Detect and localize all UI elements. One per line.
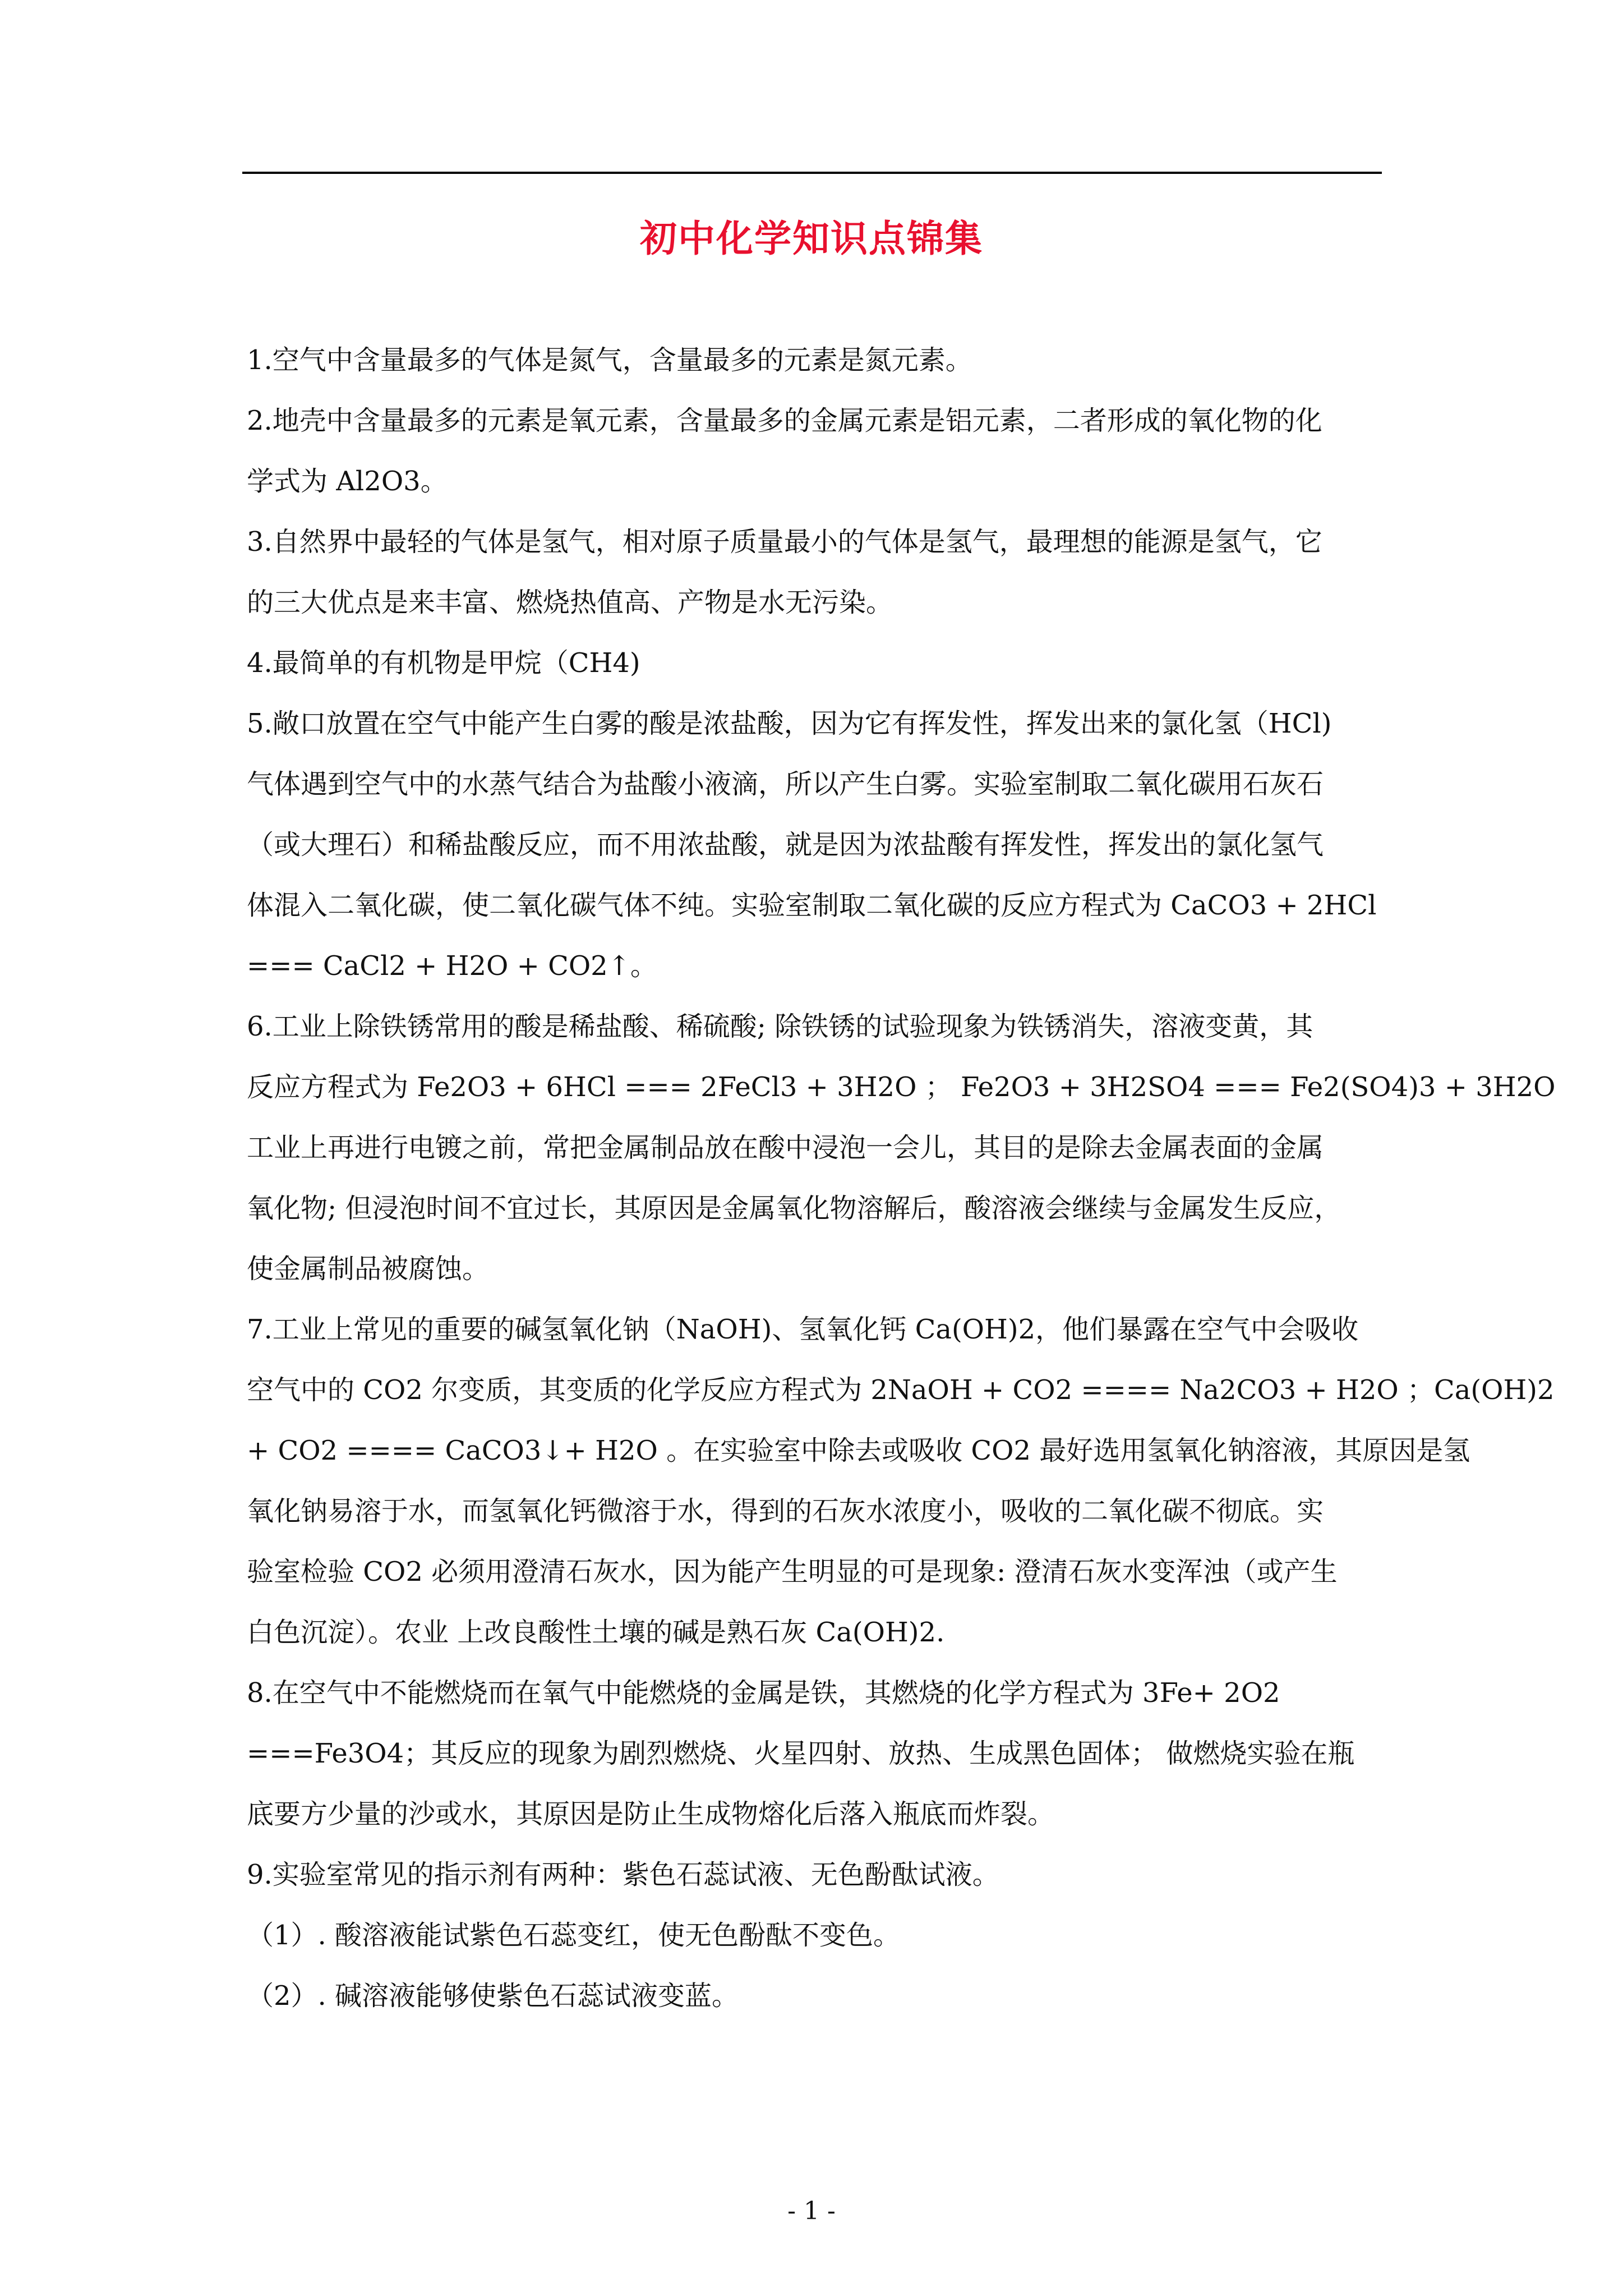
text-line: 工业上再进行电镀之前，常把金属制品放在酸中浸泡一会儿，其目的是除去金属表面的金属 — [247, 1132, 1324, 1163]
text-line: 氧化钠易溶于水，而氢氧化钙微溶于水，得到的石灰水浓度小，吸收的二氧化碳不彻底。实 — [247, 1496, 1324, 1527]
text-line: 5.敞口放置在空气中能产生白雾的酸是浓盐酸，因为它有挥发性，挥发出来的氯化氢（HCl) — [247, 708, 1332, 739]
text-line: 2.地壳中含量最多的元素是氧元素，含量最多的金属元素是铝元素，二者形成的氧化物的化 — [247, 405, 1322, 436]
text-line: === CaCl2 + H2O + CO2↑。 — [247, 950, 657, 982]
text-line: 8.在空气中不能燃烧而在氧气中能燃烧的金属是铁，其燃烧的化学方程式为 3Fe+ 2O2 — [247, 1677, 1280, 1709]
text-line: （2）. 碱溶液能够使紫色石蕊试液变蓝。 — [247, 1980, 739, 2012]
text-line: （或大理石）和稀盐酸反应，而不用浓盐酸，就是因为浓盐酸有挥发性，挥发出的氯化氢气 — [247, 829, 1324, 861]
text-line: 使金属制品被腐蚀。 — [247, 1253, 490, 1285]
page-number: - 1 - — [787, 2197, 836, 2225]
text-line: 白色沉淀）。农业 上改良酸性土壤的碱是熟石灰 Ca(OH)2. — [247, 1617, 945, 1648]
text-line: 反应方程式为 Fe2O3 + 6HCl === 2FeCl3 + 3H2O ； Fe2O3 + 3H2SO4 === Fe2(SO4)3 + 3H2O — [247, 1071, 1556, 1103]
text-line: 气体遇到空气中的水蒸气结合为盐酸小液滴，所以产生白雾。实验室制取二氧化碳用石灰石 — [247, 769, 1324, 800]
text-line: 空气中的 CO2 尔变质，其变质的化学反应方程式为 2NaOH + CO2 ==== Na2CO3 + H2O ；Ca(OH)2 — [247, 1374, 1555, 1406]
text-line: 氧化物; 但浸泡时间不宜过长，其原因是金属氧化物溶解后，酸溶液会继续与金属发生反应， — [247, 1193, 1341, 1224]
text-line: + CO2 ==== CaCO3↓+ H2O 。在实验室中除去或吸收 CO2 最好选用氢氧化钠溶液，其原因是氢 — [247, 1435, 1470, 1466]
text-line: 学式为 Al2O3。 — [247, 466, 448, 497]
text-line: 验室检验 CO2 必须用澄清石灰水，因为能产生明显的可是现象: 澄清石灰水变浑浊（或产生 — [247, 1556, 1338, 1588]
text-line: 底要方少量的沙或水，其原因是防止生成物熔化后落入瓶底而炸裂。 — [247, 1798, 1055, 1830]
document-body — [247, 330, 1556, 2026]
text-line: 体混入二氧化碳，使二氧化碳气体不纯。实验室制取二氧化碳的反应方程式为 CaCO3 + 2HCl — [247, 890, 1377, 921]
document-title: 初中化学知识点锦集 — [640, 217, 983, 260]
text-line: ===Fe3O4；其反应的现象为剧烈燃烧、火星四射、放热、生成黑色固体； 做燃烧实验在瓶 — [247, 1738, 1355, 1769]
text-line: （1）. 酸溶液能试紫色石蕊变红，使无色酚酞不变色。 — [247, 1920, 901, 1951]
text-line: 4.最简单的有机物是甲烷（CH4) — [247, 647, 640, 679]
text-line: 6.工业上除铁锈常用的酸是稀盐酸、稀硫酸; 除铁锈的试验现象为铁锈消失，溶液变黄，其 — [247, 1011, 1313, 1042]
text-line: 1.空气中含量最多的气体是氮气，含量最多的元素是氮元素。 — [247, 344, 972, 376]
text-line: 3.自然界中最轻的气体是氢气，相对原子质量最小的气体是氢气，最理想的能源是氢气，它 — [247, 526, 1322, 558]
text-line: 的三大优点是来丰富、燃烧热值高、产物是水无污染。 — [247, 587, 893, 618]
text-line: 7.工业上常见的重要的碱氢氧化钠（NaOH)、氢氧化钙 Ca(OH)2，他们暴露在空气中会吸收 — [247, 1314, 1359, 1345]
header-rule — [242, 172, 1382, 174]
text-line: 9.实验室常见的指示剂有两种：紫色石蕊试液、无色酚酞试液。 — [247, 1859, 999, 1890]
